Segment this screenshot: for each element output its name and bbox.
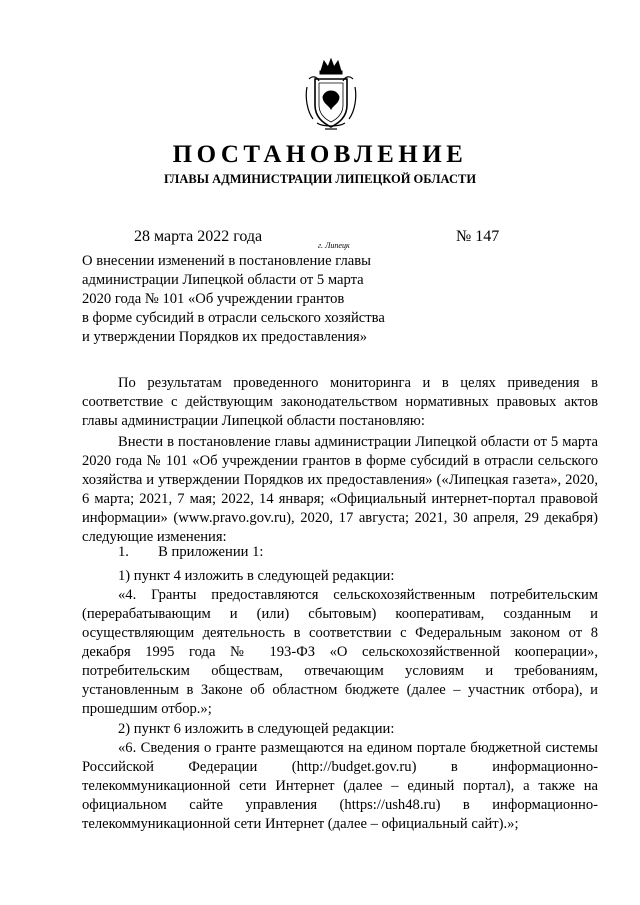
- heading-line: администрации Липецкой области от 5 марта: [82, 272, 364, 288]
- coat-of-arms-emblem: [303, 57, 359, 133]
- intro-block: [82, 374, 598, 431]
- heading-line: О внесении изменений в постановление главы: [82, 253, 371, 269]
- document-number: № 147: [456, 228, 500, 245]
- item-block: [82, 543, 598, 562]
- amendment-1-text: «4. Гранты предоставляются сельскохозяйственным потребительским (перерабатывающим и (или) сбытовым) кооперативам, созданным и осуществляющим деятельность в соответствии с Федеральным законом от 8 декабря 1995 года № 193-ФЗ «О сельскохозяйственной кооперации», потребительским обществам, отвечающим условиям и требованиям, установленным в Законе об областном бюджете (далее – участник отбора), и прошедшим отбор.»;: [82, 587, 598, 717]
- resolution-block: [82, 433, 598, 547]
- amendment-2-text: «6. Сведения о гранте размещаются на едином портале бюджетной системы Российской Федерации (http://budget.gov.ru) в информационно-телекоммуникационной сети Интернет (далее – единый портал), а также на официальном сайте управления (https://ush48.ru) в информационно-телекоммуникационной сети Интернет (далее – официальный сайт).»;: [82, 740, 598, 832]
- amendment-2-block: [82, 720, 598, 834]
- intro-paragraph: По результатам проведенного мониторинга и в целях приведения в соответствие с действующим законодательством нормативных правовых актов главы администрации Липецкой области постановляю:: [82, 375, 598, 429]
- heading-line: в форме субсидий в отрасли сельского хозяйства: [82, 310, 385, 326]
- document-date: 28 марта 2022 года: [134, 228, 263, 245]
- heading-line: и утверждении Порядков их предоставления»: [82, 329, 368, 345]
- amendment-1-intro: 1) пункт 4 изложить в следующей редакции:: [118, 568, 395, 584]
- amendment-2-intro: 2) пункт 6 изложить в следующей редакции:: [118, 721, 395, 737]
- document-city: г. Липецк: [318, 241, 350, 250]
- item-1-paragraph: 1. В приложении 1:: [118, 544, 264, 560]
- document-title: ПОСТАНОВЛЕНИЕ: [172, 141, 468, 168]
- heading-line: 2020 года № 101 «Об учреждении грантов: [82, 291, 345, 307]
- document-heading: [82, 252, 422, 347]
- issuer-subtitle: ГЛАВЫ АДМИНИСТРАЦИИ ЛИПЕЦКОЙ ОБЛАСТИ: [163, 172, 477, 186]
- amendment-1-block: [82, 567, 598, 719]
- resolution-paragraph: Внести в постановление главы администрации Липецкой области от 5 марта 2020 года № 101 «Об учреждении грантов в форме субсидий в отрасли сельского хозяйства и утверждении Порядков их предоставления» («Липецкая газета», 2020, 6 марта; 2021, 7 мая; 2022, 14 января; «Официальный интернет-портал правовой информации» (www.pravo.gov.ru), 2020, 17 августа; 2021, 30 апреля, 29 декабря) следующие изменения:: [82, 434, 598, 545]
